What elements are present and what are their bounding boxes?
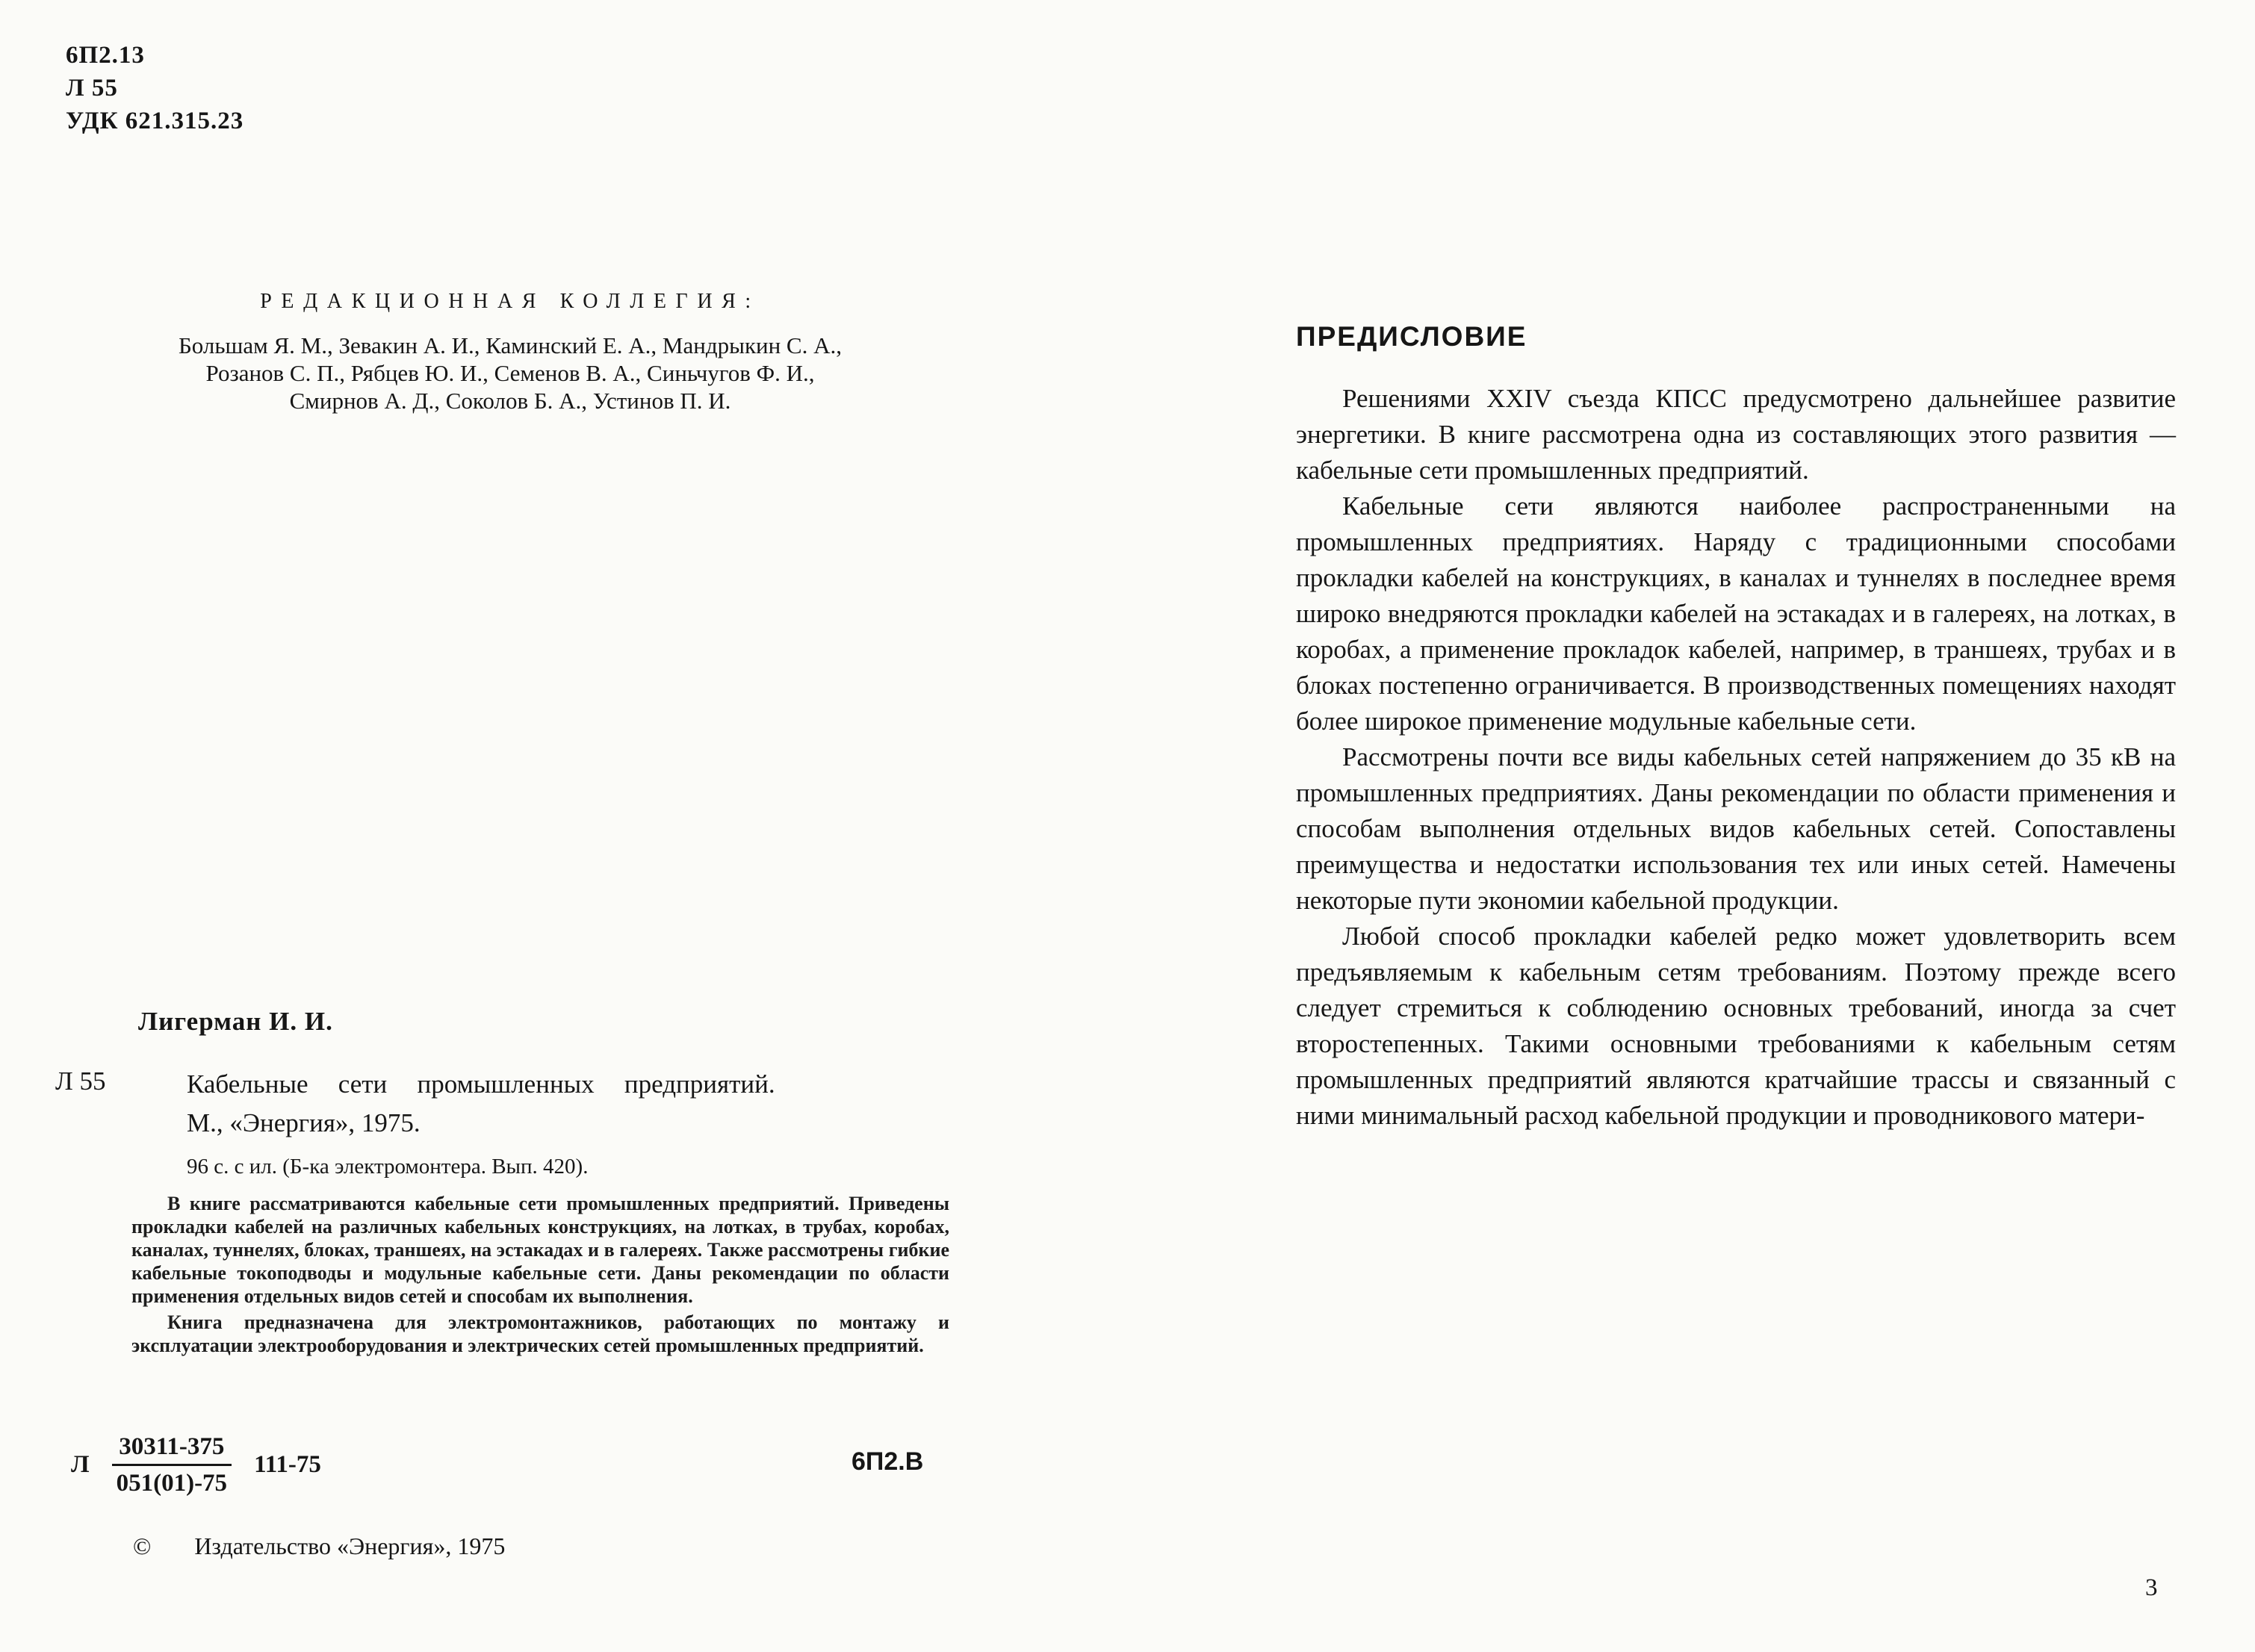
author-name: Лигерман И. И. (138, 1007, 333, 1036)
index-fraction (112, 1431, 232, 1499)
book-index-row (71, 1431, 321, 1499)
copyright-text: Издательство «Энергия», 1975 (194, 1533, 506, 1559)
copyright-icon: © (133, 1533, 152, 1559)
collation-line: 96 с. с ил. (Б-ка электромонтера. Вып. 420). (187, 1155, 589, 1179)
page-number: 3 (2145, 1574, 2158, 1601)
preface-paragraph: Рассмотрены почти все виды кабельных сетей напряжением до 35 кВ на промышленных предприятиях. Даны рекомендации по области применения и способам выполнения отдельных видов кабельных сетей. Сопоставлены преимущества и недостатки использования тех или иных сетей. Намечены некоторые пути экономии кабельной продукции. (1296, 742, 2176, 915)
index-letter: Л (71, 1451, 90, 1478)
udk-code: УДК 621.315.23 (66, 108, 244, 134)
editorial-board-heading: РЕДАКЦИОННАЯ КОЛЛЕГИЯ: (260, 290, 760, 313)
imprint-line: М., «Энергия», 1975. (187, 1108, 421, 1137)
bbk-code: 6П2.13 (66, 42, 145, 69)
preface-paragraph: Кабельные сети являются наиболее распространенными на промышленных предприятиях. Наряду с традиционными способами прокладки кабелей на конструкциях, в каналах и туннелях в последнее время широко внедряются прокладки кабелей на эстакадах и в галереях, на лотках, в коробах, а применение прокладок кабелей, например, в траншеях, трубах и в блоках постепенно ограничивается. В производственных помещениях находят более широкое применение модульные кабельные сети. (1296, 491, 2176, 736)
classification-codes (66, 39, 244, 137)
index-fraction-numerator: 30311-375 (112, 1431, 232, 1466)
annotation-block (131, 1192, 949, 1357)
editorial-names-line: Большам Я. М., Зевакин А. И., Каминский Е. А., Мандрыкин С. А., (179, 332, 842, 358)
annotation-paragraph: В книге рассматриваются кабельные сети промышленных предприятий. Приведены прокладки кабелей на различных кабельных конструкциях, на лотках, в трубах, коробах, каналах, туннелях, блоках, траншеях, на эстакадах и в галереях. Также рассмотрены гибкие кабельные токоподводы и модульные кабельные сети. Даны рекомендации по области применения отдельных видов сетей и способам их выполнения. (131, 1193, 949, 1307)
preface-paragraph: Решениями XXIV съезда КПСС предусмотрено дальнейшее развитие энергетики. В книге рассмотрена одна из составляющих этого развития — кабельные сети промышленных предприятий. (1296, 384, 2176, 485)
editorial-board (66, 290, 955, 414)
catalog-shelf-code: Л 55 (55, 1066, 106, 1096)
preface-heading: ПРЕДИСЛОВИЕ (1296, 321, 1527, 352)
preface-body (1296, 381, 2176, 1134)
editorial-board-names (66, 332, 955, 414)
catalog-title (187, 1065, 952, 1143)
preface-paragraph: Любой способ прокладки кабелей редко может удовлетворить всем предъявляемым к кабельным сетям требованиям. Поэтому прежде всего следует стремиться к соблюдению основных требований, иногда за счет второстепенных. Такими основными требованиями к кабельным сетям промышленных предприятий являются кратчайшие трассы и связанный с ними минимальный расход кабельной продукции и проводникового матери- (1296, 922, 2176, 1130)
editorial-names-line: Розанов С. П., Рябцев Ю. И., Семенов В. А., Синьчугов Ф. И., (205, 360, 815, 386)
index-suffix: 111-75 (254, 1451, 321, 1478)
index-fraction-denominator: 051(01)-75 (116, 1470, 228, 1497)
shelf-mark: Л 55 (66, 75, 118, 102)
editorial-names-line: Смирнов А. Д., Соколов Б. А., Устинов П. И. (289, 388, 731, 414)
book-title: Кабельные сети промышленных предприятий. (187, 1069, 775, 1099)
annotation-paragraph: Книга предназначена для электромонтажников, работающих по монтажу и эксплуатации электрооборудования и электрических сетей промышленных предприятий. (131, 1311, 949, 1356)
copyright-line (133, 1533, 505, 1560)
series-code: 6П2.В (852, 1447, 924, 1476)
